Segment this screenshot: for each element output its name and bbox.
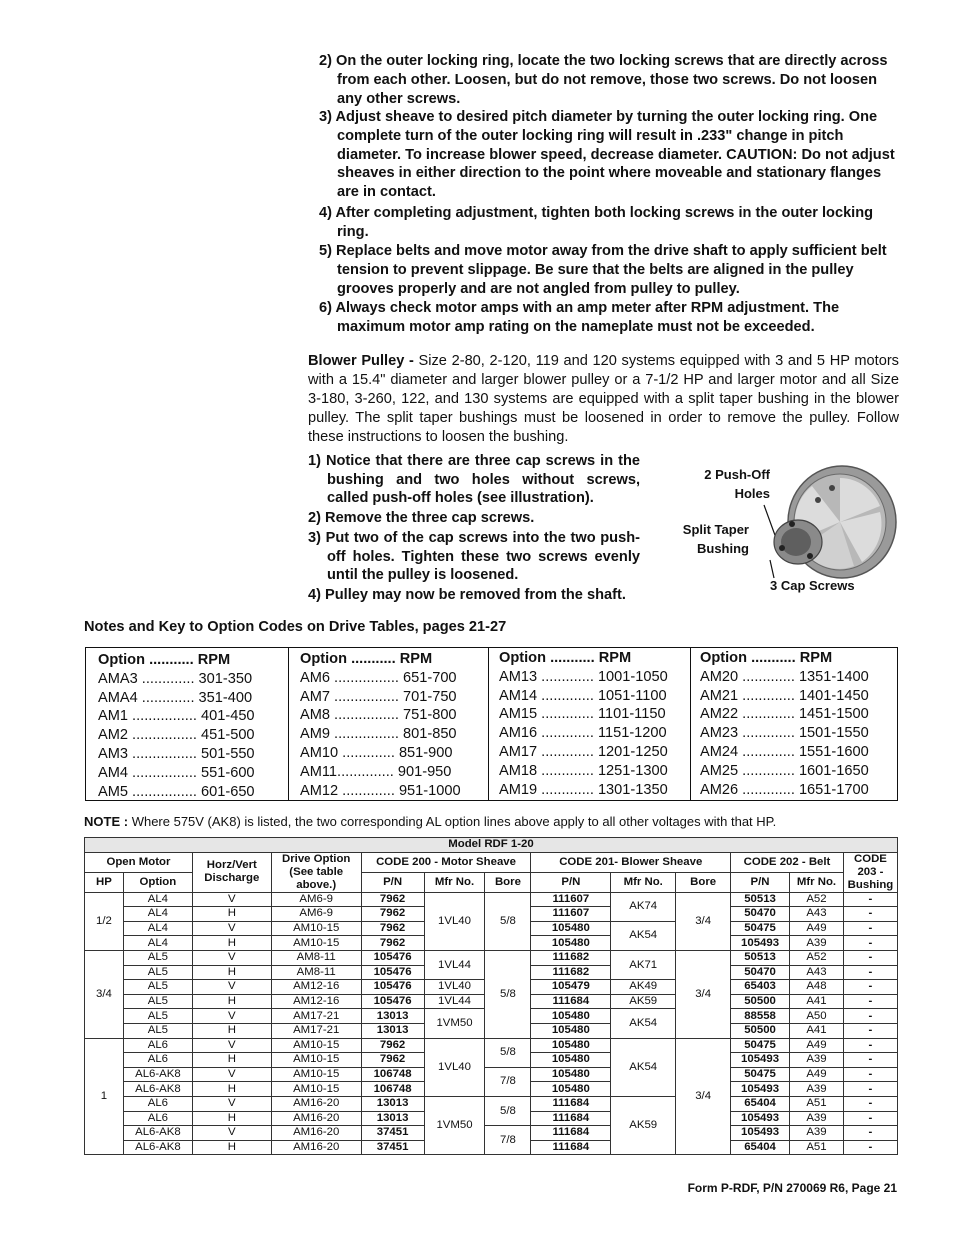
table-row: AL6-AK8 V AM10-15 106748 7/8 105480 50475 A49 - bbox=[85, 1067, 898, 1082]
blower-pulley-paragraph bbox=[308, 352, 899, 447]
table-row: 1/2 AL4 V AM6-9 7962 1VL40 5/8 111607 AK74 3/4 50513 A52 - bbox=[85, 892, 898, 907]
table-row: AL5 V AM12-16 105476 1VL40 105479 AK49 65403 A48 - bbox=[85, 980, 898, 995]
table-row: AL4 H AM6-9 7962 111607 50470 A43 - bbox=[85, 907, 898, 922]
drive-table: Model RDF 1-20 Open Motor Horz/Vert Discharge Drive Option (See table above.) CODE 200 - Motor Sheave CODE 201- Blower Sheave CODE 202 - Belt CODE 203 - Bushing HP Option P/N Mfr No. Bore P/N Mfr No. Bore P/N Mfr No. 1/2 AL4 V AM6-9 7962 1VL40 5/8 111607 AK74 3/4 50513 A52 - AL4 H AM6-9 7962 111607 50470 A43 - AL4 V AM10-15 7962 105480 AK54 50475 A49 - AL4 H AM10-15 7962 105480 105493 A39 - 3/4 AL5 V AM8-11 105476 1VL44 5/8 111682 AK71 3/4 50513 A52 - AL5 H AM8-11 105476 111682 50470 A43 - AL5 V AM12-16 105476 1VL40 105479 AK49 65403 A48 - AL5 H AM12-16 105476 1VL44 111684 AK59 50500 A41 - AL5 V AM17-21 13013 1VM50 105480 AK54 88558 A50 - AL5 H AM17-21 13013 105480 50500 A41 - 1 AL6 V AM10-15 7962 1VL40 5/8 105480 AK54 3/4 50475 A49 - AL6 H AM10-15 7962 105480 105493 A39 - AL6-AK8 V AM10-15 106748 7/8 105480 50475 A49 - AL6-AK8 H AM10-15 106748 105480 105493 A39 - AL6 V AM16-20 13013 1VM50 5/8 111684 AK59 65404 A51 - AL6 H AM16-20 13013 111684 105493 A39 - AL6-AK8 V AM16-20 37451 7/8 111684 105493 A39 - AL6-AK8 H AM16-20 37451 111684 65404 A51 - bbox=[84, 837, 898, 1155]
table-row: 3/4 AL5 V AM8-11 105476 1VL44 5/8 111682 AK71 3/4 50513 A52 - bbox=[85, 950, 898, 965]
step-3: 3) Adjust sheave to desired pitch diameter by turning the outer locking ring. One complete turn of the outer locking ring will result in .233" change in pitch diameter. To increase blower speed, decrease diameter. CAUTION: Do not adjust sheaves in either direction to the point where moveable and stationary flanges are in contact. bbox=[319, 109, 895, 201]
option-column-1: Option ........... RPM AMA3 ............. 301-350 AMA4 ............. 351-400 AM1 ................ 401-450 AM2 ................ 451-500 AM3 ................ 501-550 AM4 ................ 551-600 AM5 ................ 601-650 bbox=[98, 652, 255, 800]
table-row: AL6-AK8 V AM16-20 37451 7/8 111684 105493 A39 - bbox=[85, 1126, 898, 1141]
table-row: AL6 H AM16-20 13013 111684 105493 A39 - bbox=[85, 1111, 898, 1126]
table-row: AL6-AK8 H AM10-15 106748 105480 105493 A39 - bbox=[85, 1082, 898, 1097]
note: NOTE : Where 575V (AK8) is listed, the two corresponding AL option lines above apply to all other voltages with that HP. bbox=[84, 814, 777, 829]
pulley-step-2: 2) Remove the three cap screws. bbox=[308, 510, 535, 526]
table-row: AL5 H AM17-21 13013 105480 50500 A41 - bbox=[85, 1023, 898, 1038]
pulley-step-1: 1) Notice that there are three cap screws in the bushing and two holes without screws, called push-off holes (see illustration). bbox=[308, 453, 640, 507]
table-row: AL6-AK8 H AM16-20 37451 111684 65404 A51 - bbox=[85, 1140, 898, 1155]
page-footer: Form P-RDF, P/N 270069 R6, Page 21 bbox=[687, 1181, 897, 1195]
step-4: 4) After completing adjustment, tighten both locking screws in the outer locking ring. bbox=[319, 205, 874, 240]
table-row: AL6 H AM10-15 7962 105480 105493 A39 - bbox=[85, 1053, 898, 1068]
table-row: AL6 V AM16-20 13013 1VM50 5/8 111684 AK59 65404 A51 - bbox=[85, 1096, 898, 1111]
blower-pulley-text: Size 2-80, 2-120, 119 and 120 systems equipped with 3 and 5 HP motors with a 15.4" diameter and larger blower pulley or a 7-1/2 HP and larger motor and all Size 3-180, 3-260, 122, and 130 systems are equipped with a split taper bushing in the blower pulley. The split taper bushings must be loosened in order to remove the pulley. Follow these instructions to loosen the bushing. bbox=[308, 353, 899, 445]
table-row: AL5 H AM8-11 105476 111682 50470 A43 - bbox=[85, 965, 898, 980]
table-row: AL4 H AM10-15 7962 105480 105493 A39 - bbox=[85, 936, 898, 951]
push-off-label: 2 Push-Off Holes bbox=[704, 467, 770, 501]
option-column-4: Option ........... RPM AM20 ............. 1351-1400 AM21 ............. 1401-1450 AM22 ............. 1451-1500 AM23 ............. 1501-1550 AM24 ............. 1551-1600 AM25 ............. 1601-1650 AM26 ............. 1651-1700 bbox=[700, 650, 869, 798]
cap-screws-label: 3 Cap Screws bbox=[770, 578, 855, 593]
notes-heading: Notes and Key to Option Codes on Drive Tables, pages 21-27 bbox=[84, 619, 507, 635]
step-6: 6) Always check motor amps with an amp meter after RPM adjustment. The maximum motor amp rating on the nameplate must not be exceeded. bbox=[319, 300, 840, 335]
table-row: 1 AL6 V AM10-15 7962 1VL40 5/8 105480 AK54 3/4 50475 A49 - bbox=[85, 1038, 898, 1053]
table-row: AL4 V AM10-15 7962 105480 AK54 50475 A49 - bbox=[85, 921, 898, 936]
option-column-3: Option ........... RPM AM13 ............. 1001-1050 AM14 ............. 1051-1100 AM15 ............. 1101-1150 AM16 ............. 1151-1200 AM17 ............. 1201-1250 AM18 ............. 1251-1300 AM19 ............. 1301-1350 bbox=[499, 650, 668, 798]
pulley-step-3: 3) Put two of the cap screws into the two push-off holes. Tighten these two screws evenly until the pulley is loosened. bbox=[308, 530, 640, 584]
split-taper-label: Split Taper Bushing bbox=[682, 522, 749, 556]
blower-pulley-title: Blower Pulley - bbox=[308, 353, 414, 369]
pulley-step-4: 4) Pulley may now be removed from the shaft. bbox=[308, 587, 626, 603]
table-row: AL5 H AM12-16 105476 1VL44 111684 AK59 50500 A41 - bbox=[85, 994, 898, 1009]
table-title: Model RDF 1-20 bbox=[85, 838, 898, 853]
split-taper-pulley-illustration bbox=[752, 460, 902, 585]
step-2: 2) On the outer locking ring, locate the two locking screws that are directly across from each other. Loosen, but do not remove, those two screws. Do not loosen any other screws. bbox=[319, 53, 888, 107]
option-codes-key bbox=[85, 647, 898, 801]
table-row: AL5 V AM17-21 13013 1VM50 105480 AK54 88558 A50 - bbox=[85, 1009, 898, 1024]
option-column-2: Option ........... RPM AM6 ................ 651-700 AM7 ................ 701-750 AM8 ................ 751-800 AM9 ................ 801-850 AM10 ............. 851-900 AM11.............. 901-950 AM12 ............. 951-1000 bbox=[300, 651, 461, 799]
step-5: 5) Replace belts and move motor away from the drive shaft to apply sufficient belt tension to prevent slippage. Be sure that the belts are aligned in the pulley grooves properly and are not angled from pulley to pulley. bbox=[319, 243, 887, 297]
